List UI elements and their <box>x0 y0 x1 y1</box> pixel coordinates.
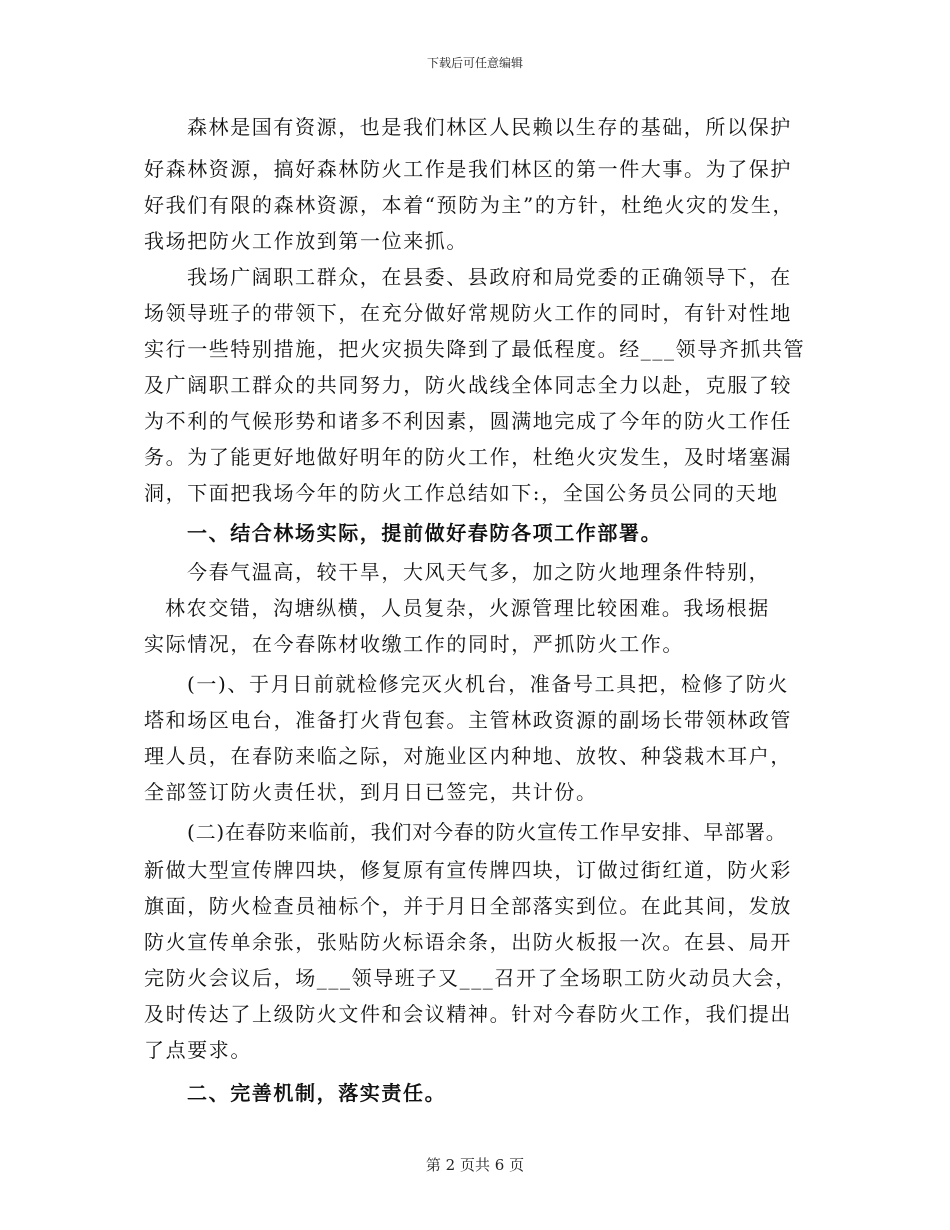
paragraph-line: 完防火会议后，场___领导班子又___召开了全场职工防火动员大会， <box>144 966 797 990</box>
paragraph-line: 塔和场区电台，准备打火背包套。主管林政资源的副场长带领林政管 <box>144 708 792 732</box>
paragraph-line: 及时传达了上级防火文件和会议精神。针对今春防火工作，我们提出 <box>144 1002 792 1026</box>
paragraph-line: 为不利的气候形势和诸多不利因素，圆满地完成了今年的防火工作任 <box>144 409 792 433</box>
paragraph-line: 全部签订防火责任状，到月日已签完，共计份。 <box>144 780 598 804</box>
paragraph-line: 好我们有限的森林资源，本着“预防为主”的方针，杜绝火灾的发生， <box>144 193 795 217</box>
paragraph-line: 我场把防火工作放到第一位来抓。 <box>144 229 468 253</box>
paragraph-line: 实行一些特别措施，把火灾损失降到了最低程度。经___领导齐抓共管 <box>144 337 806 361</box>
paragraph-line: 防火宣传单余张，张贴防火标语余条，出防火板报一次。在县、局开 <box>144 930 792 954</box>
paragraph-line: 林农交错，沟塘纵横，人员复杂，火源管理比较困难。我场根据 <box>165 596 770 620</box>
paragraph-line: 好森林资源，搞好森林防火工作是我们林区的第一件大事。为了保护 <box>144 157 792 181</box>
section-heading-2: 二、完善机制，落实责任。 <box>187 1081 447 1105</box>
section-heading-1: 一、结合林场实际，提前做好春防各项工作部署。 <box>187 521 663 545</box>
page-header: 下载后可任意编辑 <box>426 56 523 70</box>
paragraph-line: 旗面，防火检查员袖标个，并于月日全部落实到位。在此其间，发放 <box>144 894 792 918</box>
paragraph-line: 今春气温高，较干旱，大风天气多，加之防火地理条件特别， <box>187 560 771 584</box>
paragraph-line: 场领导班子的带领下，在充分做好常规防火工作的同时，有针对性地 <box>144 301 792 325</box>
paragraph-line: 实际情况，在今春陈材收缴工作的同时，严抓防火工作。 <box>144 632 684 656</box>
paragraph-line: 了点要求。 <box>144 1038 252 1062</box>
paragraph-line: (一)、于月日前就检修完灭火机台，准备号工具把，检修了防火 <box>187 672 790 696</box>
paragraph-line: 新做大型宣传牌四块，修复原有宣传牌四块，订做过街红道，防火彩 <box>144 858 792 882</box>
paragraph-line: 及广阔职工群众的共同努力，防火战线全体同志全力以赴，克服了较 <box>144 373 792 397</box>
paragraph-line: (二)在春防来临前，我们对今春的防火宣传工作早安排、早部署。 <box>187 820 787 844</box>
paragraph-line: 务。为了能更好地做好明年的防火工作，杜绝火灾发生，及时堵塞漏 <box>144 445 792 469</box>
paragraph-line: 洞，下面把我场今年的防火工作总结如下:，全国公务员公同的天地 <box>144 481 779 505</box>
paragraph-line: 森林是国有资源，也是我们林区人民赖以生存的基础，所以保护 <box>187 115 792 139</box>
paragraph-line: 我场广阔职工群众，在县委、县政府和局党委的正确领导下，在 <box>187 265 792 289</box>
page-footer: 第 2 页共 6 页 <box>425 1156 525 1174</box>
paragraph-line: 理人员，在春防来临之际，对施业区内种地、放牧、种袋栽木耳户， <box>144 744 792 768</box>
